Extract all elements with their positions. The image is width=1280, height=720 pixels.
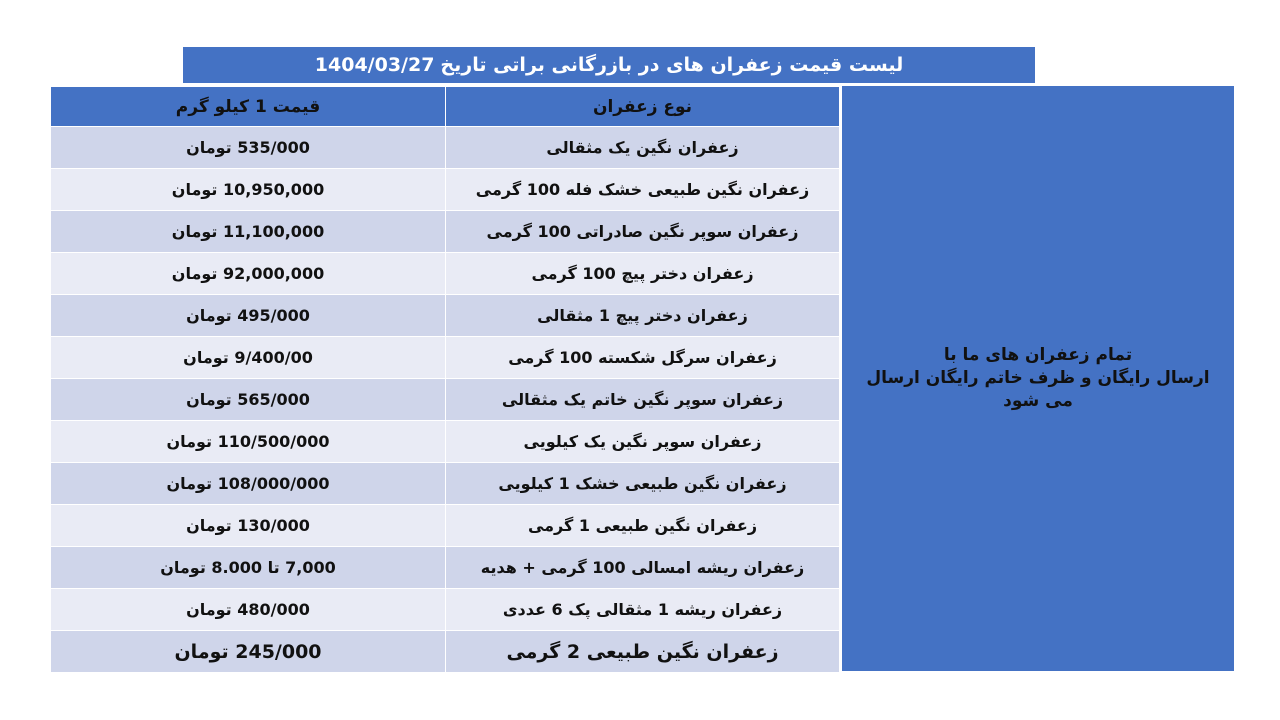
table-row <box>51 211 840 253</box>
saffron-type-cell: زعفران سوپر نگین یک کیلویی <box>446 421 840 463</box>
table-row <box>51 589 840 631</box>
table-row <box>51 169 840 211</box>
saffron-type-cell: زعفران دختر پیچ 100 گرمی <box>446 253 840 295</box>
price-cell: 110/500/000 تومان <box>51 421 446 463</box>
saffron-type-cell: زعفران دختر پیچ 1 مثقالی <box>446 295 840 337</box>
saffron-type-cell: زعفران ریشه امسالی 100 گرمی + هدیه <box>446 547 840 589</box>
note-line-2: ارسال رایگان و ظرف خاتم رایگان ارسال می شود <box>866 368 1210 411</box>
saffron-type-cell: زعفران نگین طبیعی خشک 1 کیلویی <box>446 463 840 505</box>
free-shipping-note <box>856 344 1220 413</box>
saffron-type-cell: زعفران نگین یک مثقالی <box>446 127 840 169</box>
column-header-type: نوع زعفران <box>446 87 840 127</box>
price-cell: 565/000 تومان <box>51 379 446 421</box>
price-cell: 7,000 تا 8.000 تومان <box>51 547 446 589</box>
saffron-type-cell: زعفران سرگل شکسته 100 گرمی <box>446 337 840 379</box>
price-cell: 11,100,000 تومان <box>51 211 446 253</box>
table-row <box>51 127 840 169</box>
saffron-type-cell: زعفران سوپر نگین صادراتی 100 گرمی <box>446 211 840 253</box>
table-row <box>51 253 840 295</box>
saffron-type-cell: زعفران نگین طبیعی 1 گرمی <box>446 505 840 547</box>
price-cell: 480/000 تومان <box>51 589 446 631</box>
column-header-price: قیمت 1 کیلو گرم <box>51 87 446 127</box>
price-cell: 245/000 تومان <box>51 631 446 673</box>
saffron-type-cell: زعفران نگین طبیعی 2 گرمی <box>446 631 840 673</box>
saffron-type-cell: زعفران نگین طبیعی خشک فله 100 گرمی <box>446 169 840 211</box>
table-row <box>51 421 840 463</box>
page-title <box>183 47 1035 85</box>
free-shipping-note-panel <box>842 86 1234 671</box>
table-row <box>51 379 840 421</box>
price-cell: 495/000 تومان <box>51 295 446 337</box>
price-cell: 9/400/00 تومان <box>51 337 446 379</box>
table-row <box>51 547 840 589</box>
title-text: لیست قیمت زعفران های در بازرگانی براتی تاریخ <box>440 54 904 76</box>
title-date: 1404/03/27 <box>314 54 435 76</box>
table-row <box>51 337 840 379</box>
saffron-type-cell: زعفران ریشه 1 مثقالی پک 6 عددی <box>446 589 840 631</box>
price-cell: 10,950,000 تومان <box>51 169 446 211</box>
price-cell: 92,000,000 تومان <box>51 253 446 295</box>
table-header-row <box>51 87 840 127</box>
table-row <box>51 631 840 673</box>
price-cell: 108/000/000 تومان <box>51 463 446 505</box>
table-row <box>51 505 840 547</box>
price-cell: 130/000 تومان <box>51 505 446 547</box>
price-table <box>50 86 840 673</box>
price-cell: 535/000 تومان <box>51 127 446 169</box>
saffron-type-cell: زعفران سوپر نگین خاتم یک مثقالی <box>446 379 840 421</box>
table-row <box>51 463 840 505</box>
table-row <box>51 295 840 337</box>
note-line-1: تمام زعفران های ما با <box>943 345 1133 366</box>
